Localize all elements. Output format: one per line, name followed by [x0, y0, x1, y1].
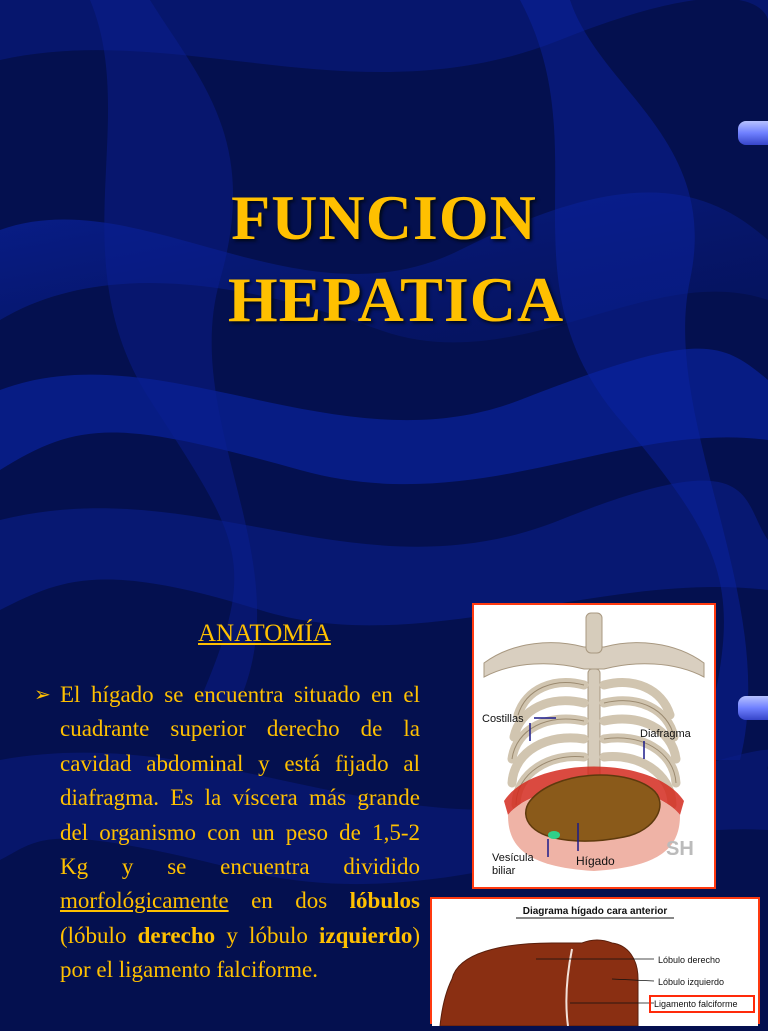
label-diafragma: Diafragma: [640, 728, 691, 740]
paragraph-text: [60, 678, 420, 988]
text-run: en dos: [228, 888, 350, 914]
section-heading: ANATOMÍA: [198, 620, 331, 647]
diagram-title: Diagrama hígado cara anterior: [522, 906, 668, 917]
label-lobulo-derecho: Lóbulo derecho: [658, 955, 721, 965]
label-higado: Hígado: [576, 854, 615, 868]
label-ligamento-falciforme: Ligamento falciforme: [654, 999, 738, 1009]
ribcage-illustration: [472, 603, 716, 889]
text-run-bold: lóbulos: [349, 888, 420, 914]
text-run: (lóbulo: [60, 922, 138, 948]
liver-drawing: [432, 899, 758, 1026]
label-vesicula-line-2: biliar: [492, 865, 516, 877]
text-run: y lóbulo: [215, 922, 320, 948]
label-costillas: Costillas: [482, 713, 524, 725]
side-tab-decoration: [738, 121, 768, 145]
slide-title-line-2: HEPATICA: [227, 264, 565, 335]
text-run: ) por el ligamento falciforme.: [60, 922, 420, 983]
liver-anterior-diagram: [430, 897, 760, 1024]
watermark: SH: [666, 838, 694, 860]
text-run: El hígado se encuentra situado en el cuadrante superior derecho de la cavidad abdominal y está fijado al diafragma. Es la víscera más grande del organismo con un peso de 1,5-2 Kg y se encuentra dividido: [60, 682, 420, 880]
label-lobulo-izquierdo: Lóbulo izquierdo: [658, 977, 725, 987]
ribcage-drawing: [474, 605, 714, 887]
bullet-arrow-icon: ➢: [34, 684, 51, 706]
text-run-bold: derecho: [137, 922, 216, 948]
text-run-bold: izquierdo: [319, 922, 413, 948]
side-tab-decoration: [738, 696, 768, 720]
text-run-underlined: morfológicamente: [60, 888, 229, 914]
label-vesicula-line-1: Vesícula: [492, 852, 534, 864]
slide-title-line-1: FUNCION: [231, 182, 537, 253]
bullet-paragraph: [34, 678, 420, 988]
